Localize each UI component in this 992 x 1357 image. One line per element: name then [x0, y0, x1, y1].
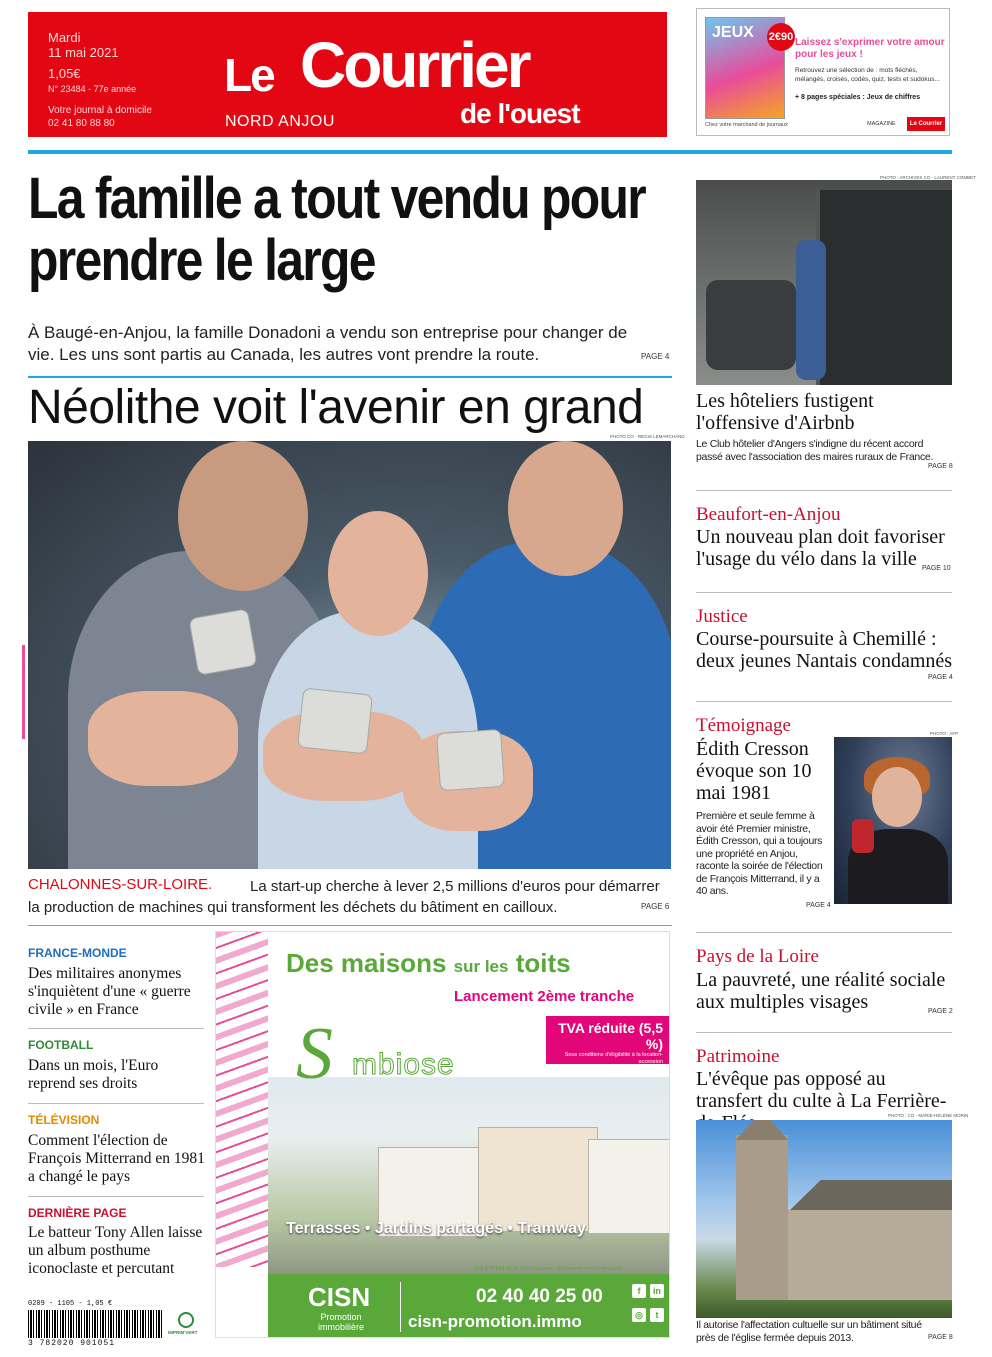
ad-title-part-b: sur les [453, 957, 509, 976]
ad-tva-conditions: Sous conditions d'éligibilité à la location-accession [564, 1052, 663, 1065]
brief-divider [28, 1196, 204, 1197]
justice-headline[interactable]: Course-poursuite à Chemillé : deux jeunes Nantais condamnés [696, 628, 953, 672]
brief-kicker-television: TÉLÉVISION [28, 1113, 100, 1127]
barcode [28, 1310, 163, 1338]
church-photo[interactable] [696, 1120, 952, 1318]
issue-day: Mardi [48, 30, 81, 45]
temoignage-page-ref: PAGE 4 [806, 902, 831, 909]
church-nave [788, 1210, 952, 1300]
hand-left [88, 691, 238, 786]
ad-decorative-pattern [216, 932, 268, 1267]
neolithe-photo-credit: PHOTO CO - RÉGIS LEMARCHAND [610, 434, 685, 439]
church-tower [736, 1135, 788, 1300]
pdl-headline[interactable]: La pauvreté, une réalité sociale aux multiples visages [696, 969, 946, 1013]
promo-logo: Le Courrier [907, 117, 945, 131]
church-photo-credit: PHOTO : CO - MARIE-HÉLÈNE MORIN [888, 1113, 969, 1118]
ad-url[interactable]: cisn-promotion.immo [408, 1312, 582, 1331]
justice-kicker: Justice [696, 606, 748, 627]
issue-date-text: 11 mai 2021 [48, 45, 119, 60]
right-divider [696, 1032, 952, 1033]
promo-magazine-label: MAGAZINE [867, 121, 896, 127]
patrimoine-page-ref: PAGE 8 [928, 1334, 953, 1341]
section-divider [28, 925, 672, 926]
issue-number: N° 23484 - 77e année [48, 84, 137, 94]
temoignage-kicker: Témoignage [696, 715, 791, 736]
temoignage-summary: Première et seule femme à avoir été Premier ministre, Édith Cresson, qui a toujours une propriété en Anjou, raconte la soirée de l'élection de François Mitterrand, il y a 40 ans. [696, 810, 823, 897]
hotel-photo-credit: PHOTO : ARCHIVES CO - LAURENT COMBET [880, 175, 976, 180]
temoignage-headline[interactable]: Édith Cresson évoque son 10 mai 1981 [696, 738, 812, 804]
imprim-vert-label: IMPRIM'VERT [168, 1330, 198, 1335]
neolithe-kicker: CHALONNES-SUR-LOIRE. [28, 876, 216, 893]
patrimoine-headline[interactable]: L'évêque pas opposé au transfert du culte à La Ferrière- [696, 1068, 947, 1112]
ad-building-render [268, 1077, 670, 1277]
top-divider [28, 150, 952, 154]
brand-courrier: Courrier [300, 29, 529, 101]
promo-pages: + 8 pages spéciales : Jeux de chiffres [795, 94, 921, 101]
magazine-cover-title: JEUX [712, 24, 754, 41]
imprim-vert-logo [168, 1312, 200, 1338]
brief-kicker-france-monde: FRANCE-MONDE [28, 946, 127, 960]
issue-price: 1,05€ [48, 66, 81, 81]
brand-ouest: de l'ouest [460, 98, 580, 129]
facebook-icon[interactable]: f [632, 1284, 646, 1298]
church-spire [736, 1120, 788, 1140]
promo-caption: Chez votre marchand de journaux [705, 122, 788, 128]
neolithe-headline[interactable]: Néolithe voit l'avenir en grand [28, 381, 644, 434]
hotel-page-ref: PAGE 8 [928, 463, 953, 470]
hotel-headline[interactable]: Les hôteliers fustigent l'offensive d'Airbnb [696, 390, 874, 434]
person-center-head [328, 511, 428, 636]
ad-title [286, 948, 571, 979]
pdl-kicker: Pays de la Loire [696, 946, 819, 967]
traveler [796, 240, 826, 380]
brief-television[interactable]: Comment l'élection de François Mitterrand en 1981 a changé le pays [28, 1132, 205, 1185]
brief-france-monde[interactable]: Des militaires anonymes s'inquiètent d'une « guerre civile » en France [28, 965, 191, 1018]
brief-derniere-page[interactable]: Le batteur Tony Allen laisse un album posthume iconoclaste et percutant [28, 1224, 203, 1277]
right-divider [696, 490, 952, 491]
church-roof [788, 1180, 952, 1212]
ad-title-part-a: Des maisons [286, 948, 447, 978]
lead-headline[interactable] [28, 166, 645, 293]
barcode-digits: 3 782020 901051 [28, 1339, 116, 1348]
neolithe-photo[interactable] [28, 441, 671, 869]
edition-name: NORD ANJOU [225, 113, 335, 130]
ad-title-part-c: toits [515, 948, 571, 978]
hotel-photo[interactable] [696, 180, 952, 385]
stone-cube [297, 688, 373, 755]
lead-summary: À Baugé-en-Anjou, la famille Donadoni a vendu son entreprise pour changer de vie. Les uns sont partis au Canada, les autres vont prendre la route. [28, 323, 628, 364]
cresson-photo[interactable] [834, 737, 952, 904]
right-divider [696, 932, 952, 933]
neolithe-page-ref: PAGE 6 [641, 902, 670, 911]
brief-divider [28, 1028, 204, 1029]
promo-body: Retrouvez une sélection de : mots fléchés, mélangés, croisés, codés, quiz, tests et sudokus... [795, 67, 940, 83]
lead-page-ref: PAGE 4 [641, 352, 670, 361]
brand-le: Le [224, 49, 274, 101]
cisn-tagline: Promotion immobilière [317, 1312, 364, 1332]
subscription-phone: 02 41 80 88 80 [48, 118, 115, 129]
symbiose-logo [296, 1013, 536, 1095]
promo-headline: Laissez s'exprimer votre amour pour les jeux ! [795, 37, 945, 60]
ad-footer [268, 1274, 670, 1338]
person-right-head [508, 441, 623, 576]
justice-page-ref: PAGE 4 [928, 674, 953, 681]
right-divider [696, 701, 952, 702]
subscription-label: Votre journal à domicile [48, 105, 152, 116]
ad-phone[interactable]: 02 40 40 25 00 [476, 1286, 603, 1307]
linkedin-icon[interactable]: in [650, 1284, 664, 1298]
masthead [28, 12, 667, 137]
ad-legal: 379 878 244 RCS Saint-Nazaire - Document non contractuel [474, 1266, 622, 1272]
barcode-header: 0209 - 1105 - 1,05 € [28, 1300, 113, 1308]
cresson-photo-credit: PHOTO : AFP [930, 731, 959, 736]
price-badge: 2€90 [767, 23, 795, 51]
section-divider [28, 376, 672, 378]
brief-kicker-derniere-page: DERNIÈRE PAGE [28, 1206, 127, 1220]
games-magazine-promo[interactable] [696, 8, 950, 136]
patrimoine-kicker: Patrimoine [696, 1046, 780, 1067]
building [588, 1139, 670, 1234]
person-left-head [178, 441, 308, 591]
suitcase [706, 280, 796, 370]
ad-tva-main: TVA réduite (5,5 %) [557, 1020, 663, 1052]
beaufort-kicker: Beaufort-en-Anjou [696, 504, 841, 525]
pdl-page-ref: PAGE 2 [928, 1008, 953, 1015]
brief-kicker-football: FOOTBALL [28, 1038, 94, 1052]
building [478, 1127, 598, 1232]
patrimoine-summary: Il autorise l'affectation cultuelle sur un bâtiment situé près de l'église fermée depuis 2013. [696, 1319, 922, 1344]
hotel-summary: Le Club hôtelier d'Angers s'indigne du récent accord passé avec l'association des maires ruraux de France. [696, 438, 934, 463]
issue-date [48, 30, 119, 60]
brief-divider [28, 1103, 204, 1104]
brief-football[interactable]: Dans un mois, l'Euro reprend ses droits [28, 1057, 159, 1092]
twitter-icon[interactable]: t [650, 1308, 664, 1322]
ad-footer-divider [400, 1282, 401, 1332]
beaufort-page-ref: PAGE 10 [922, 565, 951, 572]
cresson-face [872, 767, 922, 827]
margin-marker [22, 645, 25, 739]
leaf-icon [178, 1312, 194, 1328]
cisn-brand: CISN [308, 1282, 371, 1312]
ad-launch-label: Lancement 2ème tranche [454, 988, 635, 1005]
beaufort-headline[interactable]: Un nouveau plan doit favoriser l'usage du vélo dans la ville [696, 526, 945, 570]
stone-cube [436, 729, 505, 791]
microphone-icon [852, 819, 874, 853]
symbiose-logo-text: mbiose [352, 1048, 455, 1081]
hotel-door [816, 190, 952, 385]
ad-features: Terrasses • Jardins partagés • Tramway [286, 1220, 586, 1237]
lead-headline-text[interactable]: La famille a tout vendu pour prendre le large [28, 166, 645, 293]
real-estate-ad[interactable] [215, 931, 670, 1338]
neolithe-summary: La start-up cherche à lever 2,5 millions d'euros pour démarrer la production de machines qui transforment les déchets du bâtiment en cailloux. [28, 878, 660, 916]
subscription-info [48, 104, 152, 130]
ad-tva-banner [546, 1016, 670, 1064]
right-divider [696, 592, 952, 593]
instagram-icon[interactable]: ◎ [632, 1308, 646, 1322]
symbiose-logo-s: S [296, 1013, 333, 1095]
stone-cube [188, 608, 257, 676]
